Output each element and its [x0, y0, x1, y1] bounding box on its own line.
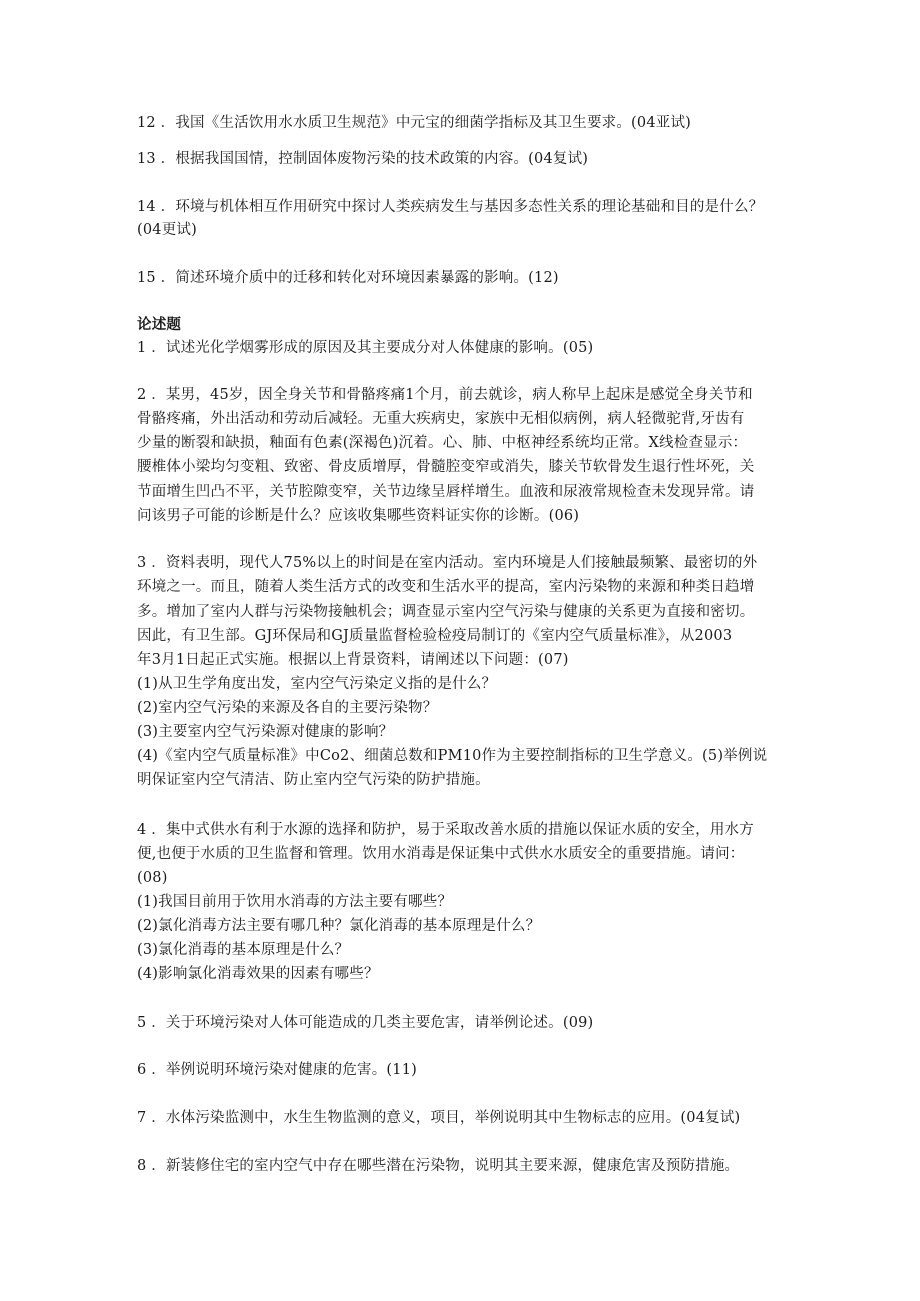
essay-3-line-1: 3 ．资料表明，现代人75%以上的时间是在室内活动。室内环境是人们接触最频繁、最密切的外 — [137, 555, 758, 571]
essay-2-line-1: 2 ．某男，45岁，因全身关节和骨骼疼痛1个月，前去就诊，病人称早上起床是感觉全身关节和 — [137, 387, 753, 403]
essay-4-line-1: 4 ．集中式供水有利于水源的选择和防护，易于采取改善水质的措施以保证水质的安全，用水方 — [137, 822, 754, 838]
question-15: 15 ．简述环境介质中的迁移和转化对环境因素暴露的影响。(12) — [137, 270, 559, 286]
essay-3-line-10: 明保证室内空气清洁、防止室内空气污染的防护措施。 — [137, 772, 490, 788]
essay-2-line-4: 腰椎体小梁均匀变粗、致密、骨皮质增厚，骨髓腔变窄或消失，膝关节软骨发生退行性坏死，关 — [137, 459, 755, 475]
essay-2-line-5: 节面增生凹凸不平，关节腔隙变窄，关节边缘呈唇样增生。血液和尿液常规检查未发现异常。请 — [137, 484, 755, 500]
essay-3-line-5: 年3月1日起正式实施。根据以上背景资料，请阐述以下问题：(07) — [137, 652, 569, 668]
question-12: 12 ．我国《生活饮用水水质卫生规范》中元宝的细菌学指标及其卫生要求。(04亚试) — [137, 115, 692, 131]
essay-4-line-3: (08) — [137, 870, 168, 886]
essay-4-line-2: 便,也便于水质的卫生监督和管理。饮用水消毒是保证集中式供水水质安全的重要措施。请问： — [137, 846, 745, 862]
essay-6: 6 ．举例说明环境污染对健康的危害。(11) — [137, 1062, 417, 1078]
essay-4-line-6: (3)氯化消毒的基本原理是什么？ — [137, 942, 350, 958]
question-13: 13 ．根据我国国情，控制固体废物污染的技术政策的内容。(04复试) — [137, 151, 589, 167]
essay-4-line-5: (2)氯化消毒方法主要有哪几种？氯化消毒的基本原理是什么？ — [137, 918, 541, 934]
essay-3-line-2: 环境之一。而且，随着人类生活方式的改变和生活水平的提高，室内污染物的来源和种类日趋增 — [137, 579, 755, 595]
essay-3-line-3: 多。增加了室内人群与污染物接触机会；调查显示室内空气污染与健康的关系更为直接和密切。 — [137, 604, 755, 620]
essay-1: 1 ．试述光化学烟雾形成的原因及其主要成分对人体健康的影响。(05) — [137, 340, 594, 356]
essay-3-line-6: (1)从卫生学角度出发，室内空气污染定义指的是什么？ — [137, 676, 497, 692]
essay-3-line-8: (3)主要室内空气污染源对健康的影响？ — [137, 724, 394, 740]
essay-4-line-4: (1)我国目前用于饮用水消毒的方法主要有哪些？ — [137, 894, 453, 910]
essay-8: 8 ．新装修住宅的室内空气中存在哪些潜在污染物，说明其主要来源，健康危害及预防措施。 — [137, 1158, 740, 1174]
essay-4-line-7: (4)影响氯化消毒效果的因素有哪些？ — [137, 966, 379, 982]
essay-3-line-9: (4)《室内空气质量标准》中Co2、细菌总数和PM10作为主要控制指标的卫生学意义。(5)举例说 — [137, 748, 768, 764]
essay-2-line-3: 少量的断裂和缺损，釉面有色素(深褐色)沉着。心、肺、中枢神经系统均正常。X线检查显示： — [137, 435, 748, 451]
essay-5: 5 ．关于环境污染对人体可能造成的几类主要危害，请举例论述。(09) — [137, 1015, 594, 1031]
question-14-line-1: 14 ．环境与机体相互作用研究中探讨人类疾病发生与基因多态性关系的理论基础和目的是什么？ — [137, 199, 764, 215]
essay-2-line-2: 骨骼疼痛，外出活动和劳动后减轻。无重大疾病史，家族中无相似病例，病人轻微驼背,牙齿有 — [137, 411, 745, 427]
question-14-line-2: (04更试) — [137, 222, 197, 238]
essay-3-line-7: (2)室内空气污染的来源及各自的主要污染物？ — [137, 700, 438, 716]
essay-7: 7 ．水体污染监测中，水生生物监测的意义，项目，举例说明其中生物标志的应用。(04复试) — [137, 1110, 741, 1126]
essay-3-line-4: 因此，有卫生部。GJ环保局和GJ质量监督检验检疫局制订的《室内空气质量标准》，从2003 — [137, 628, 733, 644]
section-heading: 论述题 — [137, 317, 182, 333]
essay-2-line-6: 问该男子可能的诊断是什么？应该收集哪些资料证实你的诊断。(06) — [137, 508, 580, 524]
